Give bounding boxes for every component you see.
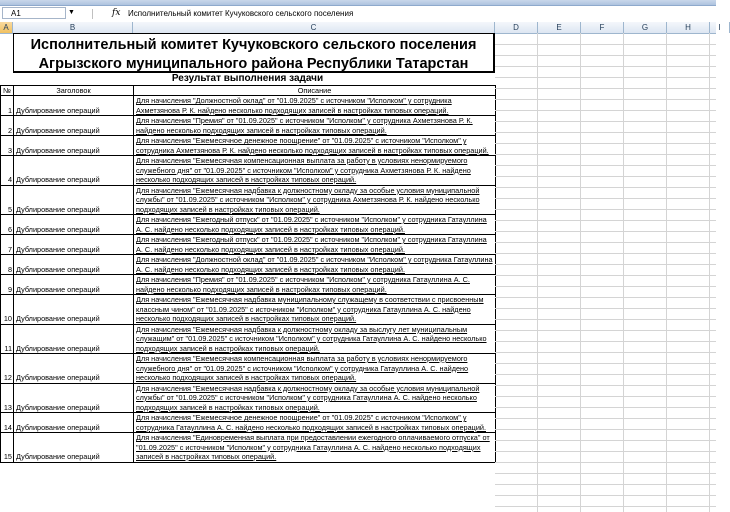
table-row xyxy=(1,136,496,156)
row-heading-cell[interactable]: Дублирование операций xyxy=(14,96,134,116)
gridline-horizontal xyxy=(495,209,716,210)
gridline-horizontal xyxy=(495,187,716,188)
row-heading-cell[interactable]: Дублирование операций xyxy=(14,185,134,215)
row-description-cell[interactable]: Для начисления "Ежемесячная надбавка к должностному окладу за особые условия муниципальной службы" от "01.09.2025" с источником "Исполком" у сотрудника Ахметзянова Р. К. найдено несколько подходящих записей в настройках типовых операций. xyxy=(134,185,496,215)
table-row xyxy=(1,255,496,275)
header-num[interactable]: № xyxy=(1,86,14,96)
row-number-cell[interactable]: 8 xyxy=(1,255,14,275)
gridline-horizontal xyxy=(495,143,716,144)
row-number-cell[interactable]: 5 xyxy=(1,185,14,215)
row-heading-cell[interactable]: Дублирование операций xyxy=(14,136,134,156)
column-header-c[interactable]: C xyxy=(133,22,495,33)
table-row xyxy=(1,275,496,295)
gridline-horizontal xyxy=(495,506,716,507)
table-row xyxy=(1,96,496,116)
column-header-b[interactable]: B xyxy=(13,22,133,33)
gridline-horizontal xyxy=(495,286,716,287)
table-row xyxy=(1,215,496,235)
row-description-cell[interactable]: Для начисления "Премия" от "01.09.2025" с источником "Исполком" у сотрудника Гатауллина А. С. найдено несколько подходящих записей в настройках типовых операций. xyxy=(134,275,496,295)
row-number-cell[interactable]: 7 xyxy=(1,235,14,255)
gridline-horizontal xyxy=(495,352,716,353)
formula-bar-separator xyxy=(92,9,93,19)
gridline-horizontal xyxy=(495,198,716,199)
table-row xyxy=(1,354,496,384)
row-description-cell[interactable]: Для начисления "Ежемесячная надбавка муниципальному служащему в соответствии с присвоенным классным чином" от "01.09.2025" с источником "Исполком" у сотрудника Гатауллина А. С. найдено несколько подходящих записей в настройках типовых операций. xyxy=(134,295,496,325)
report-subtitle[interactable]: Результат выполнения задачи xyxy=(171,73,324,84)
row-description-cell[interactable]: Для начисления "Ежегодный отпуск" от "01.09.2025" с источником "Исполком" у сотрудника Гатауллина А. С. найдено несколько подходящих записей в настройках типовых операций. xyxy=(134,235,496,255)
gridline-horizontal xyxy=(495,275,716,276)
gridline-horizontal xyxy=(495,242,716,243)
gridline-horizontal xyxy=(495,484,716,485)
row-number-cell[interactable]: 14 xyxy=(1,413,14,433)
row-heading-cell[interactable]: Дублирование операций xyxy=(14,255,134,275)
row-heading-cell[interactable]: Дублирование операций xyxy=(14,116,134,136)
sheet-grid[interactable] xyxy=(0,33,716,512)
row-heading-cell[interactable]: Дублирование операций xyxy=(14,383,134,413)
results-table xyxy=(0,85,496,463)
row-number-cell[interactable]: 11 xyxy=(1,324,14,354)
row-description-cell[interactable]: Для начисления "Ежемесячная надбавка к должностному окладу за особые условия муниципальной службы" от "01.09.2025" с источником "Исполком" у сотрудника Гатауллина А. С. найдено несколько подходящих записей в настройках типовых операций. xyxy=(134,383,496,413)
gridline-horizontal xyxy=(495,341,716,342)
table-row xyxy=(1,156,496,186)
gridline-horizontal xyxy=(495,220,716,221)
row-heading-cell[interactable]: Дублирование операций xyxy=(14,235,134,255)
gridline-horizontal xyxy=(495,396,716,397)
table-row xyxy=(1,185,496,215)
gridline-horizontal xyxy=(495,385,716,386)
gridline-horizontal xyxy=(495,440,716,441)
table-row xyxy=(1,383,496,413)
gridline-horizontal xyxy=(495,77,716,78)
gridline-horizontal xyxy=(495,231,716,232)
gridline-horizontal xyxy=(495,407,716,408)
column-header-d[interactable]: D xyxy=(495,22,538,33)
row-number-cell[interactable]: 15 xyxy=(1,433,14,463)
name-box-dropdown-icon[interactable]: ▼ xyxy=(68,9,75,16)
gridline-horizontal xyxy=(495,88,716,89)
row-description-cell[interactable]: Для начисления "Единовременная выплата при предоставлении ежегодного оплачиваемого отпуска" от "01.09.2025" с источником "Исполком" у сотрудника Гатауллина А. С. найдено несколько подходящих записей в настройках типовых операций. xyxy=(134,433,496,463)
row-description-cell[interactable]: Для начисления "Ежемесячная компенсационная выплата за работу в условиях ненормируемого служебного дня" от "01.09.2025" с источником "Исполком" у сотрудника Ахметзянова Р. К. найдено несколько подходящих записей в настройках типовых операций. xyxy=(134,156,496,186)
gridline-horizontal xyxy=(495,330,716,331)
column-header-f[interactable]: F xyxy=(581,22,624,33)
gridline-horizontal xyxy=(495,418,716,419)
gridline-horizontal xyxy=(495,495,716,496)
gridline-horizontal xyxy=(495,132,716,133)
function-icon[interactable]: fx xyxy=(112,8,121,18)
column-header-h[interactable]: H xyxy=(667,22,710,33)
gridline-horizontal xyxy=(495,429,716,430)
column-header-i[interactable]: I xyxy=(710,22,730,33)
row-number-cell[interactable]: 3 xyxy=(1,136,14,156)
table-row xyxy=(1,324,496,354)
gridline-horizontal xyxy=(495,44,716,45)
gridline-horizontal xyxy=(495,473,716,474)
row-number-cell[interactable]: 12 xyxy=(1,354,14,384)
gridline-horizontal xyxy=(495,308,716,309)
row-number-cell[interactable]: 10 xyxy=(1,295,14,325)
row-description-cell[interactable]: Для начисления "Ежегодный отпуск" от "01.09.2025" с источником "Исполком" у сотрудника Гатауллина А. С. найдено несколько подходящих записей в настройках типовых операций. xyxy=(134,215,496,235)
row-number-cell[interactable]: 13 xyxy=(1,383,14,413)
column-header-g[interactable]: G xyxy=(624,22,667,33)
row-description-cell[interactable]: Для начисления "Ежемесячное денежное поощрение" от "01.09.2025" с источником "Исполком" у сотрудника Гатауллина А. С. найдено несколько подходящих записей в настройках типовых операций. xyxy=(134,413,496,433)
formula-bar xyxy=(0,6,716,23)
column-header-a[interactable]: A xyxy=(0,22,13,33)
row-description-cell[interactable]: Для начисления "Ежемесячная компенсационная выплата за работу в условиях ненормируемого служебного дня" от "01.09.2025" с источником "Исполком" у сотрудника Гатауллина А. С. найдено несколько подходящих записей в настройках типовых операций. xyxy=(134,354,496,384)
row-number-cell[interactable]: 4 xyxy=(1,156,14,186)
row-number-cell[interactable]: 9 xyxy=(1,275,14,295)
title-line-2: Агрызского муниципального района Республики Татарстан xyxy=(38,56,469,72)
row-heading-cell[interactable]: Дублирование операций xyxy=(14,156,134,186)
gridline-horizontal xyxy=(495,99,716,100)
gridline-horizontal xyxy=(495,55,716,56)
header-description[interactable]: Описание xyxy=(134,86,496,96)
table-row xyxy=(1,413,496,433)
row-heading-cell[interactable]: Дублирование операций xyxy=(14,433,134,463)
column-header-e[interactable]: E xyxy=(538,22,581,33)
row-number-cell[interactable]: 2 xyxy=(1,116,14,136)
report-title-cell[interactable] xyxy=(13,33,495,73)
gridline-horizontal xyxy=(495,319,716,320)
gridline-horizontal xyxy=(495,451,716,452)
title-line-1: Исполнительный комитет Кучуковского сельского поселения xyxy=(30,37,477,53)
gridline-horizontal xyxy=(495,363,716,364)
table-header-row xyxy=(1,86,496,96)
row-description-cell[interactable]: Для начисления "Ежемесячное денежное поощрение" от "01.09.2025" с источником "Исполком" у сотрудника Ахметзянова Р. К. найдено несколько подходящих записей в настройках типовых операций. xyxy=(134,136,496,156)
row-heading-cell[interactable]: Дублирование операций xyxy=(14,275,134,295)
row-heading-cell[interactable]: Дублирование операций xyxy=(14,324,134,354)
gridline-horizontal xyxy=(495,264,716,265)
table-row xyxy=(1,295,496,325)
gridline-horizontal xyxy=(495,154,716,155)
row-heading-cell[interactable]: Дублирование операций xyxy=(14,215,134,235)
row-number-cell[interactable]: 6 xyxy=(1,215,14,235)
gridline-horizontal xyxy=(495,176,716,177)
formula-input[interactable]: Исполнительный комитет Кучуковского сельского поселения xyxy=(128,9,354,18)
row-heading-cell[interactable]: Дублирование операций xyxy=(14,295,134,325)
gridline-horizontal xyxy=(495,165,716,166)
table-row xyxy=(1,433,496,463)
gridline-horizontal xyxy=(495,297,716,298)
gridline-horizontal xyxy=(495,253,716,254)
row-heading-cell[interactable]: Дублирование операций xyxy=(14,354,134,384)
table-row xyxy=(1,235,496,255)
gridline-horizontal xyxy=(495,121,716,122)
gridline-horizontal xyxy=(495,66,716,67)
row-number-cell[interactable]: 1 xyxy=(1,96,14,116)
table-row xyxy=(1,116,496,136)
row-heading-cell[interactable]: Дублирование операций xyxy=(14,413,134,433)
gridline-horizontal xyxy=(495,110,716,111)
gridline-horizontal xyxy=(495,462,716,463)
gridline-horizontal xyxy=(495,374,716,375)
row-description-cell[interactable]: Для начисления "Премия" от "01.09.2025" с источником "Исполком" у сотрудника Ахметзянова Р. К. найдено несколько подходящих записей в настройках типовых операций. xyxy=(134,116,496,136)
header-heading[interactable]: Заголовок xyxy=(14,86,134,96)
row-description-cell[interactable]: Для начисления "Ежемесячная надбавка к должностному окладу за выслугу лет муниципальным служащим" от "01.09.2025" с источником "Исполком" у сотрудника Гатауллина А. С. найдено несколько подходящих записей в настройках типовых операций. xyxy=(134,324,496,354)
row-description-cell[interactable]: Для начисления "Должностной оклад" от "01.09.2025" с источником "Исполком" у сотрудника Ахметзянова Р. К. найдено несколько подходящих записей в настройках типовых операций. xyxy=(134,96,496,116)
name-box[interactable]: A1 xyxy=(2,7,66,19)
row-description-cell[interactable]: Для начисления "Должностной оклад" от "01.09.2025" с источником "Исполком" у сотрудника Гатауллина А. С. найдено несколько подходящих записей в настройках типовых операций. xyxy=(134,255,496,275)
